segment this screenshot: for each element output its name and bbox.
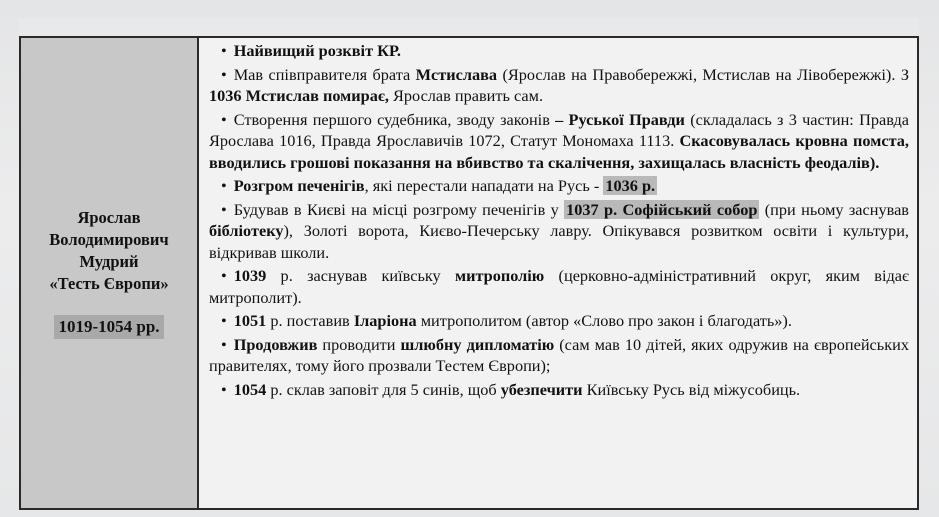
list-item [209,265,909,308]
text-run: (складалась з 3 частин: Правда Ярослава 1016, Правда Ярославичів 1072, Статут Мономаха 1113. [209,109,909,150]
achievements-cell [199,38,917,508]
list-item [209,175,909,197]
bullet-icon: • [221,64,227,84]
text-run: митрополитом (автор «Слово про закон і благодать»). [416,311,792,330]
text-run: проводити [317,334,401,354]
text-run: (сам мав 10 дітей, яких одружив на європейських правителях, тому його прозвали Тестем Європи); [209,334,909,375]
bold-text: Мстислава [415,64,498,84]
ruler-name-line: «Тесть Європи» [49,274,169,293]
text-run: Київську Русь від міжусобиць. [582,379,801,399]
ruler-name [49,207,168,301]
bold-text: Розгром печенігів [233,176,365,195]
bullet-icon: • [221,334,227,354]
bold-text: 1036 Мстислав помирає, [209,86,389,105]
bullet-icon: • [221,41,227,60]
top-strip [19,18,919,36]
list-item [209,199,909,264]
bullet-icon: • [221,176,227,195]
bullet-icon: • [221,109,227,129]
text-run: Будував в Києві на місці розгрому печенігів у [233,199,565,219]
list-item [209,40,909,62]
bold-text: Скасовувалась кровна помста, вводились грошові показання на вбивство та скалічення, захищалась власність феодалів). [209,131,909,172]
text-run: (Ярослав на Правобережжі, Мстислав на Лівобережжі). З [497,64,909,84]
highlighted-text: 1037 р. Софійський собор [566,199,758,219]
text-run: р. заснував київську [266,266,455,285]
text-run: Мав співправителя брата [233,64,416,84]
bold-text: Продовжив [233,334,318,354]
highlighted-text: 1036 р. [605,176,656,195]
bold-text: Іларіона [353,311,417,330]
bold-text: 1051 [233,311,267,330]
list-item [209,64,909,107]
text-run: р. поставив [266,311,354,330]
ruler-name-line: Мудрий [79,252,139,271]
text-run: (при ньому заснував [759,199,909,219]
bold-text: – Руської Правди [555,109,685,129]
bold-text: 1054 [233,379,267,399]
text-run: Ярослав править сам. [388,86,544,105]
ruler-name-line: Ярослав [77,208,141,227]
text-run: р. склав заповіт для 5 синів, щоб [266,379,501,399]
list-item [209,379,909,401]
text-run: , які перестали нападати на Русь - [364,176,604,195]
bold-text: бібліотеку [209,221,284,240]
text-run: Створення першого судебника, зводу законів [233,109,556,129]
bullet-icon: • [221,379,227,399]
bold-text: убезпечити [500,379,583,399]
ruler-name-line: Володимирович [49,230,169,249]
ruler-cell [21,38,199,508]
bold-text: Найвищий розквіт КР. [233,41,401,60]
bullet-icon: • [221,199,227,219]
bullet-icon: • [221,311,227,330]
reign-years: 1019-1054 рр. [54,315,163,339]
bold-text: митрополію [454,266,545,285]
text-run: (церковно-адміністративний округ, яким відає митрополит). [209,266,909,307]
bold-text: 1039 [233,266,267,285]
history-table [19,36,919,510]
list-item [209,310,909,332]
list-item [209,334,909,377]
bold-text: шлюбну дипломатію [400,334,555,354]
list-item [209,109,909,174]
text-run: ), Золоті ворота, Києво-Печерську лавру. Опікувався розвитком освіти і культури, відкривав школи. [209,221,909,262]
bullet-icon: • [221,266,227,285]
